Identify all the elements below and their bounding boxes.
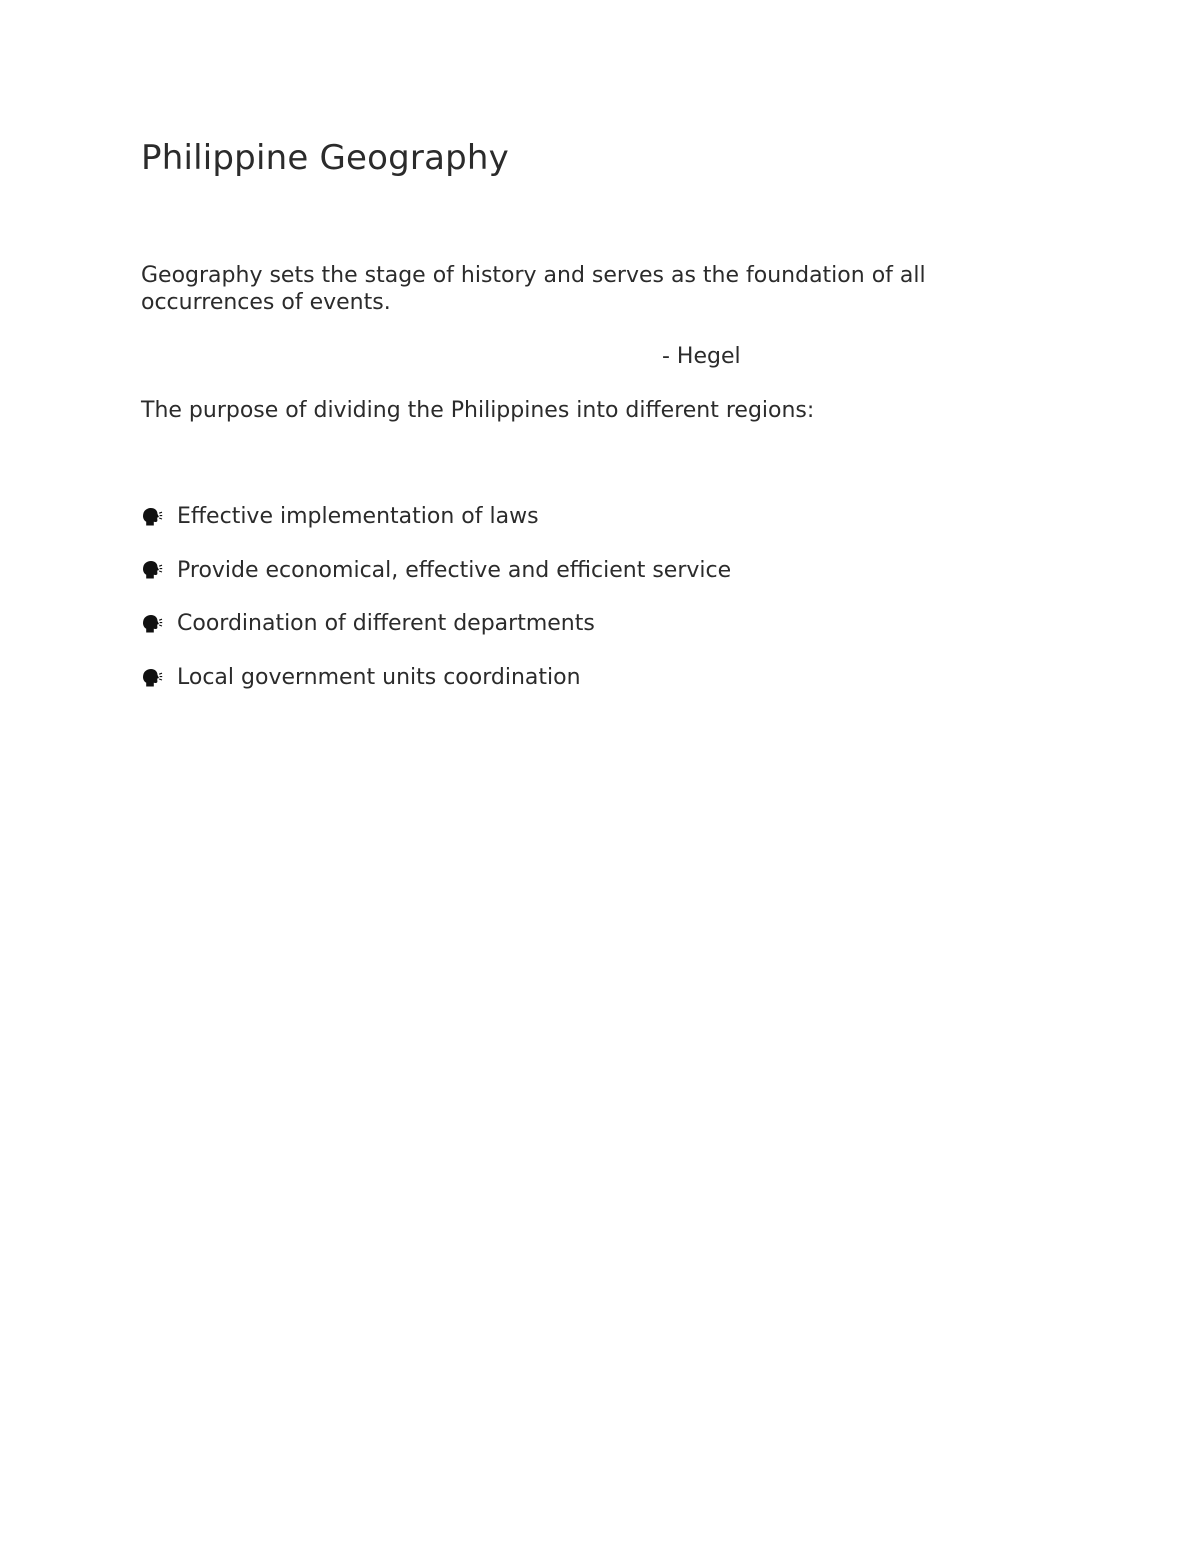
bullet-list (141, 503, 731, 718)
list-item-text: Coordination of different departments (177, 611, 595, 637)
speaking-head-icon (141, 560, 163, 580)
quote-attribution: - Hegel (662, 344, 741, 369)
list-item-text: Provide economical, effective and efficient service (177, 557, 732, 583)
speaking-head-icon (141, 614, 163, 634)
list-item (141, 503, 731, 530)
list-item-text: Effective implementation of laws (177, 504, 539, 529)
intro-text: The purpose of dividing the Philippines into different regions: (141, 398, 815, 423)
speaking-head-icon (141, 668, 163, 688)
list-item (141, 557, 731, 584)
list-item-text: Local government units coordination (177, 665, 581, 691)
page-title: Philippine Geography (141, 138, 509, 178)
speaking-head-icon (141, 507, 163, 527)
list-item (141, 664, 731, 691)
list-item (141, 610, 731, 637)
quote-text: Geography sets the stage of history and serves as the foundation of all occurrences of events. (141, 263, 926, 315)
